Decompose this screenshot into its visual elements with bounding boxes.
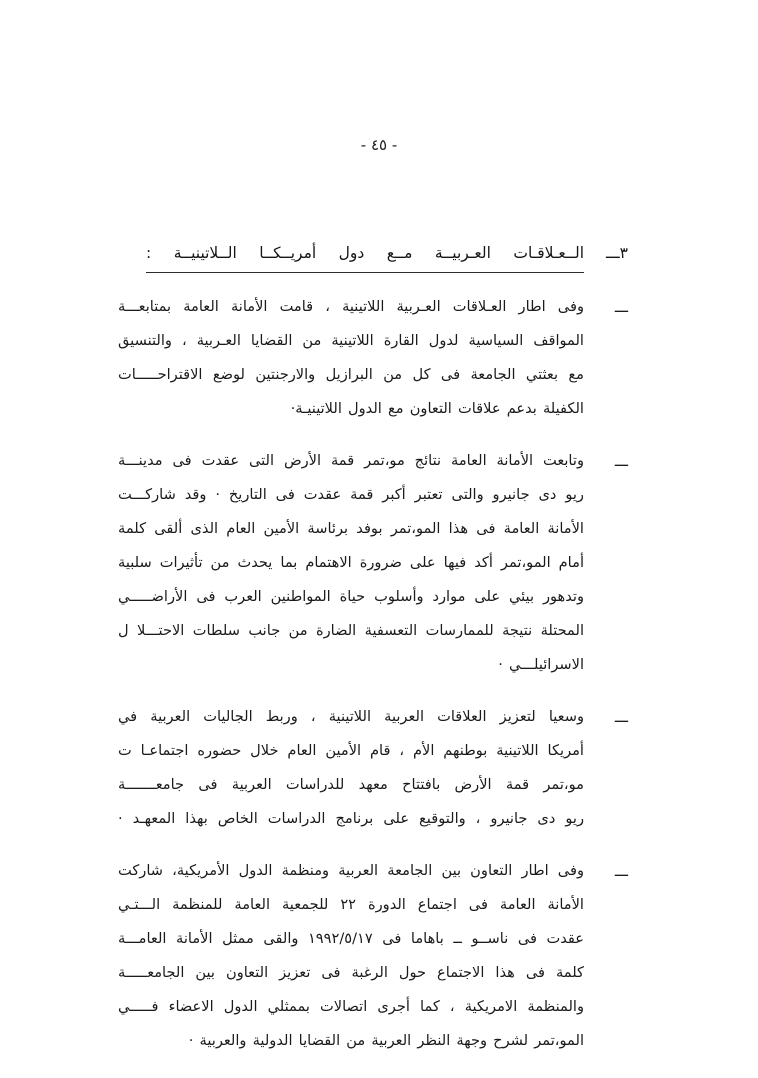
- text-line: الاسرائيلـــي ·: [498, 656, 584, 673]
- text-line: وفى اطار العـلاقات العـربية اللاتينية ، قامت الأمانة العامة بمتابعـــة: [118, 298, 584, 315]
- text-line: المحتلة نتيجة للممارسات التعسفية الضارة من جانب سلطات الاحتـــلا ل: [118, 622, 584, 639]
- paragraphs-container: [118, 290, 628, 1076]
- paragraph-lines: [118, 700, 584, 836]
- text-line: الكفيلة بدعم علاقات التعاون مع الدول اللاتينيـة·: [290, 400, 584, 417]
- paragraph-lines: [118, 444, 584, 682]
- text-line: المواقف السياسية لدول القارة اللاتينية من القضايا العـربية ، والتنسيق: [118, 332, 584, 349]
- section-heading: [146, 241, 628, 273]
- paragraph: [118, 700, 628, 836]
- paragraph: [118, 290, 628, 426]
- text-line: وتابعت الأمانة العامة نتائج مو،تمر قمة الأرض التى عقدت فى مدينـــة: [118, 452, 584, 469]
- text-line: أمام المو،تمر أكد فيها على ضرورة الاهتمام بما يحدث من تأثيرات سلبية: [118, 554, 584, 571]
- text-line: عقدت فى ناســو ــ باهاما فى ١٩٩٢/٥/١٧ والقى ممثل الأمانة العامـــة: [118, 930, 584, 947]
- text-line: وفى اطار التعاون بين الجامعة العربية ومنظمة الدول الأمريكية، شاركت: [118, 862, 584, 879]
- paragraph-lines: [118, 854, 584, 1058]
- paragraph-dash-marker: ـــ: [614, 298, 628, 316]
- text-line: كلمة فى هذا الاجتماع حول الرغبة فى تعزيز التعاون بين الجامعـــــة: [118, 964, 584, 981]
- paragraph-dash-marker: ـــ: [614, 862, 628, 880]
- page-number: - ٤٥ -: [360, 136, 398, 154]
- paragraph-lines: [118, 290, 584, 426]
- text-line: ريو دى جانيرو والتى تعتبر أكبر قمة عقدت فى التاريخ · وقد شاركـــت: [118, 486, 584, 503]
- text-line: أمريكا اللاتينية بوطنهم الأم ، قام الأمين العام خلال حضوره اجتماعـا ت: [118, 742, 584, 759]
- text-line: مو،تمر قمة الأرض بافتتاح معهد للدراسات العربية فى جامعـــــــة: [118, 776, 584, 793]
- section-title: الــعـلاقـات العـربيــة مــع دول أمريــكــا الــلاتينيــة :: [146, 241, 584, 273]
- paragraph: [118, 444, 628, 682]
- text-line: المو،تمر لشرح وجهة النظر العربية من القضايا الدولية والعربية ·: [188, 1032, 584, 1049]
- text-line: الأمانة العامة فى اجتماع الدورة ٢٢ للجمعية العامة للمنظمة الـــتـي: [118, 896, 584, 913]
- text-line: الأمانة العامة فى هذا المو،تمر بوفد برئاسة الأمين العام الذى ألقى كلمة: [118, 520, 584, 537]
- paragraph-dash-marker: ـــ: [614, 452, 628, 470]
- paragraph: [118, 854, 628, 1058]
- text-line: والمنظمة الامريكية ، كما أجرى اتصالات بممثلي الدول الاعضاء فـــــي: [118, 998, 584, 1015]
- paragraph-dash-marker: ـــ: [614, 708, 628, 726]
- text-line: ريو دى جانيرو ، والتوقيع على برنامج الدراسات الخاص بهذا المعهـد ·: [118, 810, 584, 827]
- text-line: مع بعثتي الجامعة فى كل من البرازيل والارجنتين لوضع الاقتراحـــــات: [118, 366, 584, 383]
- section-number: ٣ـــ: [606, 244, 628, 262]
- text-line: وسعيا لتعزيز العلاقات العربية اللاتينية ، وربط الجاليات العربية في: [118, 708, 584, 725]
- text-line: وتدهور بيئي على موارد وأسلوب حياة المواطنين العرب فى الأراضـــــي: [118, 588, 584, 605]
